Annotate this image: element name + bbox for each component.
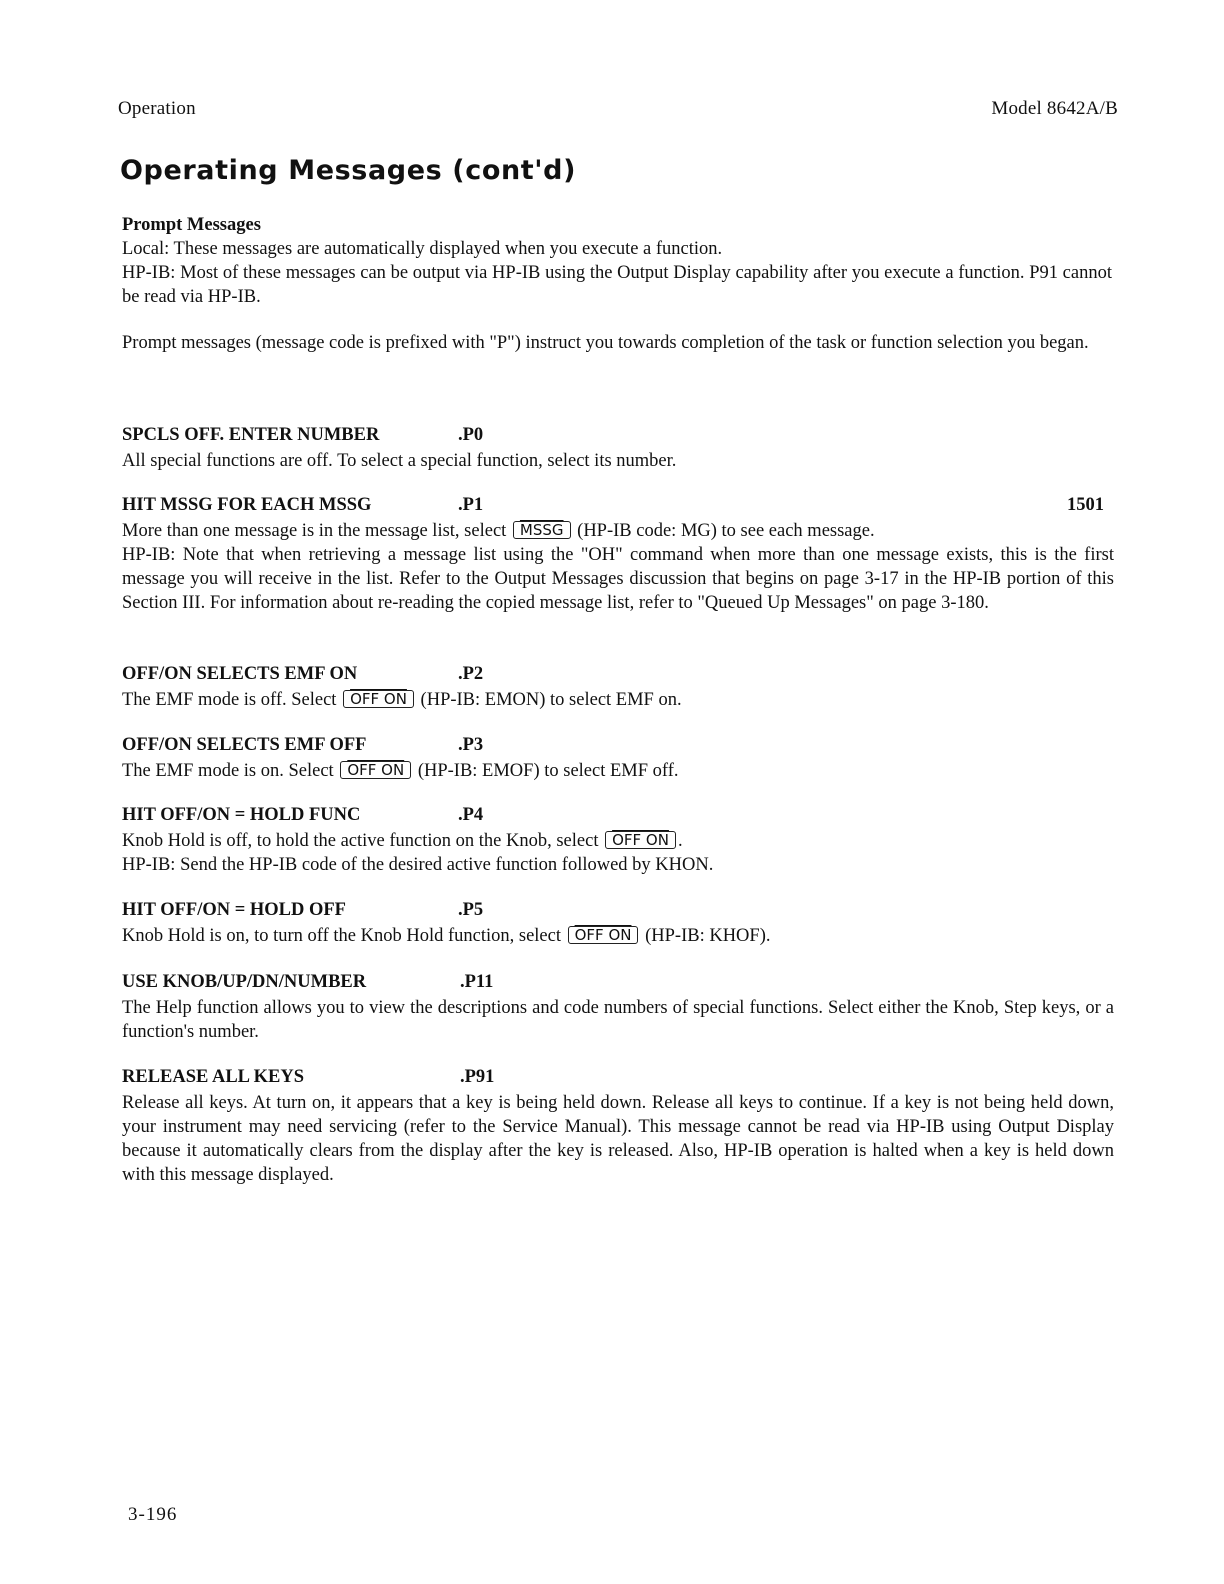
message-p0 — [122, 423, 1114, 473]
message-text-after-key: (HP-IB: EMON) to select EMF on. — [420, 690, 682, 710]
off-on-key: OFF ON — [343, 690, 414, 708]
off-on-key: OFF ON — [605, 831, 676, 849]
message-text-before-key: Knob Hold is off, to hold the active function on the Knob, select — [122, 831, 599, 851]
message-text-after-key: (HP-IB: EMOF) to select EMF off. — [417, 761, 679, 781]
message-p1 — [122, 493, 1114, 615]
message-p2 — [122, 662, 1114, 712]
page-number: 3-196 — [128, 1504, 178, 1525]
message-code: .P1 — [458, 495, 484, 515]
off-on-key: OFF ON — [568, 926, 639, 944]
message-text-before-key: Knob Hold is on, to turn off the Knob Hold function, select — [122, 926, 561, 946]
message-text-after-key: (HP-IB: KHOF). — [645, 926, 771, 946]
page-title: Operating Messages (cont'd) — [120, 155, 577, 186]
intro-local: Local: These messages are automatically displayed when you execute a function. — [122, 239, 723, 259]
message-text — [122, 829, 1114, 853]
message-code: .P5 — [458, 900, 484, 920]
message-code: .P2 — [458, 664, 484, 684]
message-p4 — [122, 803, 1114, 877]
message-p91 — [122, 1065, 1114, 1187]
message-code: .P4 — [458, 805, 484, 825]
message-hpib-note: HP-IB: Send the HP-IB code of the desired active function followed by KHON. — [122, 855, 714, 875]
message-name: SPCLS OFF. ENTER NUMBER — [122, 425, 380, 445]
message-code: .P3 — [458, 735, 484, 755]
message-name: HIT OFF/ON = HOLD OFF — [122, 900, 346, 920]
message-text: Release all keys. At turn on, it appears that a key is being held down. Release all keys to continue. If a key is not being held down, your instrument may need servicing (refer to the Service Manual). This message cannot be read via HP-IB using Output Display because it automatically clears from the display after the key is released. Also, HP-IB operation is halted when a key is held down with this message displayed. — [122, 1093, 1114, 1185]
message-text-before-key: The EMF mode is on. Select — [122, 761, 334, 781]
message-text-after-key: . — [677, 831, 683, 851]
off-on-key: OFF ON — [340, 761, 411, 779]
message-text — [122, 688, 1114, 712]
message-text: All special functions are off. To select a special function, select its number. — [122, 451, 677, 471]
message-p3 — [122, 733, 1114, 783]
message-hpib-note: HP-IB: Note that when retrieving a message list using the "OH" command when more than one message exists, this is the first message you will receive in the list. Refer to the Output Messages discussion that begins on page 3-17 in the HP-IB portion of this Section III. For information about re-reading the copied message list, refer to "Queued Up Messages" on page 3-180. — [122, 545, 1114, 613]
running-header-right: Model 8642A/B — [991, 98, 1118, 119]
intro-section — [122, 213, 1112, 355]
message-name: OFF/ON SELECTS EMF OFF — [122, 735, 367, 755]
message-code: .P91 — [460, 1067, 495, 1087]
message-p11 — [122, 970, 1114, 1044]
intro-prompt: Prompt messages (message code is prefixed with "P") instruct you towards completion of the task or function selection you began. — [122, 333, 1089, 353]
message-text — [122, 519, 1114, 543]
message-p5 — [122, 898, 1114, 948]
message-text: The Help function allows you to view the descriptions and code numbers of special functions. Select either the Knob, Step keys, or a function's number. — [122, 998, 1114, 1042]
message-name: USE KNOB/UP/DN/NUMBER — [122, 972, 367, 992]
message-name: HIT MSSG FOR EACH MSSG — [122, 495, 372, 515]
message-code: .P0 — [458, 425, 484, 445]
mssg-key: MSSG — [513, 521, 571, 539]
running-header-left: Operation — [118, 98, 196, 119]
message-text-before-key: More than one message is in the message list, select — [122, 521, 507, 541]
message-text-before-key: The EMF mode is off. Select — [122, 690, 337, 710]
message-text-after-key: (HP-IB code: MG) to see each message. — [577, 521, 875, 541]
message-name: OFF/ON SELECTS EMF ON — [122, 664, 358, 684]
message-code: .P11 — [460, 972, 494, 992]
message-text — [122, 759, 1114, 783]
message-text — [122, 924, 1114, 948]
message-right-number: 1501 — [1067, 495, 1104, 515]
message-name: HIT OFF/ON = HOLD FUNC — [122, 805, 361, 825]
intro-hpib: HP-IB: Most of these messages can be output via HP-IB using the Output Display capability after you execute a function. P91 cannot be read via HP-IB. — [122, 263, 1112, 307]
section-subheading: Prompt Messages — [122, 215, 261, 235]
message-name: RELEASE ALL KEYS — [122, 1067, 304, 1087]
